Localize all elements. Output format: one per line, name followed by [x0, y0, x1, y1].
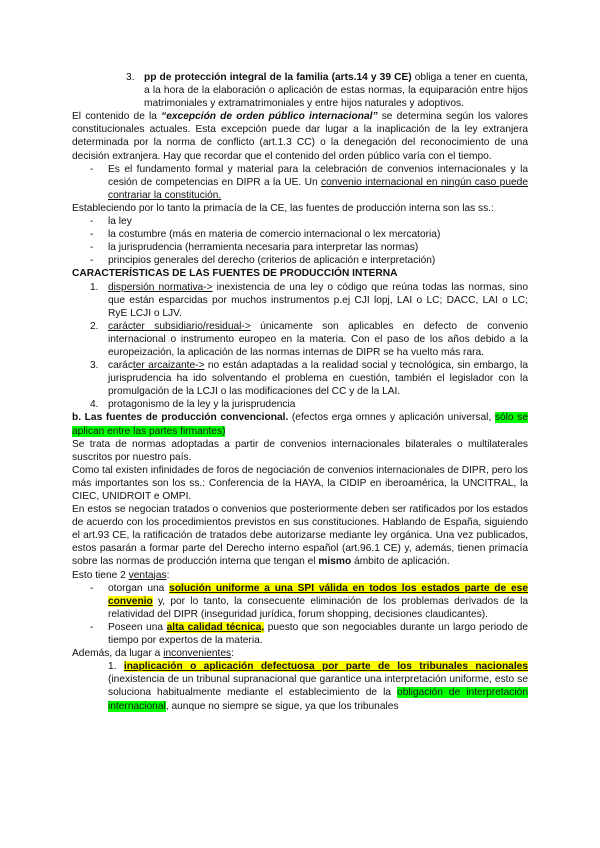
bullet-dash: - [90, 255, 94, 267]
emphasis: “excepción de orden público internacional” [161, 111, 378, 123]
green-highlight: sólo se aplican entre las partes firmantes) [72, 412, 528, 437]
inconvenientes-intro [72, 647, 528, 660]
text: , aunque no siempre se sigue, ya que los tribunales [165, 700, 399, 712]
list-item [72, 320, 528, 359]
item-number: 3. [90, 360, 99, 372]
text: : [166, 569, 170, 581]
section-heading-b [72, 411, 528, 437]
text: Poseen una [108, 621, 167, 633]
text: la jurisprudencia (herramienta necesaria para interpretar las normas) [108, 242, 419, 254]
text: (efectos erga omnes y aplicación universal, [288, 412, 495, 424]
bullet-dash: - [90, 582, 94, 594]
section-heading: CARACTERÍSTICAS DE LAS FUENTES DE PRODUCCIÓN INTERNA [72, 268, 398, 280]
text: ámbito de aplicación. [351, 556, 450, 568]
text: se determina según los valores constitucionales actuales. Esta excepción puede dar lugar a la inaplicación de la ley extranjera determinada por la norma de conflicto (art.1.3 CC) o la denegación del reconocimiento de una decisión extranjera. Hay que recordar que el contenido del orden público varía con el tiempo. [72, 111, 528, 162]
green-highlight: obligación de interpretación internacional [108, 687, 528, 712]
text: (inexistencia de un tribunal supranacional que garantice una interpretación uniforme, esto se soluciona habitualmente mediante el establecimiento de la [108, 674, 528, 699]
paragraph: Como tal existen infinidades de foros de negociación de convenios internacionales de DIPR, pero los más importantes son los ss.: Conferencia de la HAYA, la CIDIP en iberoamérica, la UNCITRAL, la CIEC, UNIDROIT e OMPI. [72, 464, 528, 502]
paragraph [72, 503, 528, 568]
list-item [72, 254, 528, 267]
bold-text: mismo [318, 556, 352, 568]
list-item [72, 359, 528, 398]
list-item [72, 621, 528, 647]
yellow-highlight: inaplicación o aplicación defectuosa por parte de los tribunales nacionales [123, 661, 528, 673]
heading-text: b. Las fuentes de producción convencional. [72, 412, 289, 424]
sources-list [72, 215, 528, 267]
text: principios generales del derecho (criterios de aplicación e interpretación) [108, 255, 436, 267]
inconvenience-item [72, 660, 528, 712]
underlined-text: carácter subsidiario/residual-> [108, 320, 251, 332]
ventajas-intro [72, 569, 528, 582]
item-number: 4. [90, 399, 99, 411]
item-number: 1. [90, 281, 99, 293]
text: la ley [108, 216, 132, 228]
item-number: 1. [108, 661, 117, 673]
text: puesto que son negociables durante un largo periodo de tiempo por expertos de la materia. [108, 621, 529, 647]
advantages-list [72, 582, 528, 647]
item-number: 3. [126, 72, 135, 83]
list-item [72, 215, 528, 228]
list-item [72, 228, 528, 241]
item-title: pp de protección integral de la familia (arts.14 y 39 CE) [144, 72, 412, 83]
text: Esto tiene 2 [72, 569, 129, 581]
bullet-convenios [72, 163, 528, 202]
paragraph: Se trata de normas adoptadas a partir de convenios internacionales bilaterales o multilaterales suscritos por nuestro país. [72, 438, 528, 463]
text: y, por lo tanto, la consecuente eliminación de los problemas derivados de la relatividad del DIPR (inseguridad jurídica, forum shopping, decisiones claudicantes). [108, 595, 528, 620]
paragraph-fuentes: Estableciendo por lo tanto la primacía de la CE, las fuentes de producción interna son las ss.: [72, 202, 494, 214]
list-item [72, 398, 528, 411]
text: no están adaptadas a la realidad social y tecnológica, sin embargo, la jurisprudencia ha ido solventando el problema en cuestión, también el legislador con la promulgación de la LCJI o las modificaciones del CC y de la LAI. [108, 360, 528, 398]
text: únicamente son aplicables en defecto de convenio internacional o instrumento europeo en la materia. Con el paso de los años debido a la europeización, la aplicación de las normas internas de DIPR se ha vuelto más rara. [108, 320, 528, 358]
list-item [72, 582, 528, 621]
paragraph-orden-publico [72, 110, 528, 162]
bullet-dash: - [90, 229, 94, 241]
text: inexistencia de una ley o código que reúna todas las normas, sino que están esparcidas por muchos instrumentos p.ej CJI lopj, LAI o LC; DACC, LAI o LC; RyE LCJI o LJV. [108, 281, 528, 319]
underlined-text: ter arcaizante-> [132, 360, 205, 372]
text: protagonismo de la ley y la jurisprudencia [108, 399, 296, 411]
text: Además, da lugar a [72, 648, 164, 660]
bullet-dash: - [90, 242, 94, 254]
text: : [231, 648, 234, 660]
bullet-dash: - [90, 163, 94, 175]
item-3 [72, 71, 528, 110]
list-item [72, 281, 528, 320]
text: carác [108, 360, 133, 372]
underlined-text: dispersión normativa-> [108, 281, 213, 293]
underlined-text: convenio internacional en ningún caso puede contrariar la constitución. [108, 176, 528, 201]
item-number: 2. [90, 320, 99, 332]
yellow-highlight: solución uniforme a una SPI válida en todos los estados parte de ese convenio [108, 582, 528, 607]
text: Es el fundamento formal y material para la celebración de convenios internacionales y la cesión de competencias en DIPR a la UE. Un [108, 163, 528, 188]
underlined-text: inconvenientes [163, 648, 232, 660]
text: En estos se negocian tratados o convenios que posteriormente deben ser ratificados por los estados de acuerdo con los procedimientos previstos en sus constituciones. Hablando de España, siguiendo el art.93 CE, la ratificación de tratados debe autorizarse mediante ley orgánica. Una vez publicados, estos pasarán a formar parte del Derecho interno español (art.96.1 CE) y, además, tienen primacía sobre las normas de producción interna que tengan el [72, 504, 528, 568]
document-page [72, 71, 528, 713]
underlined-text: ventajas [128, 569, 167, 581]
item-text: obliga a tener en cuenta, a la hora de la elaboración o aplicación de estas normas, la equiparación entre hijos matrimoniales y extramatrimoniales y entre hijos naturales y adoptivos. [144, 72, 528, 110]
list-item [72, 241, 528, 254]
bullet-dash: - [90, 621, 94, 633]
characteristics-list [72, 281, 528, 412]
text: El contenido de la [72, 111, 162, 123]
text: la costumbre (más en materia de comercio internacional o lex mercatoria) [108, 229, 441, 241]
text: otorgan una [108, 582, 170, 594]
yellow-highlight: alta calidad técnica, [166, 621, 265, 633]
bullet-dash: - [90, 216, 94, 228]
